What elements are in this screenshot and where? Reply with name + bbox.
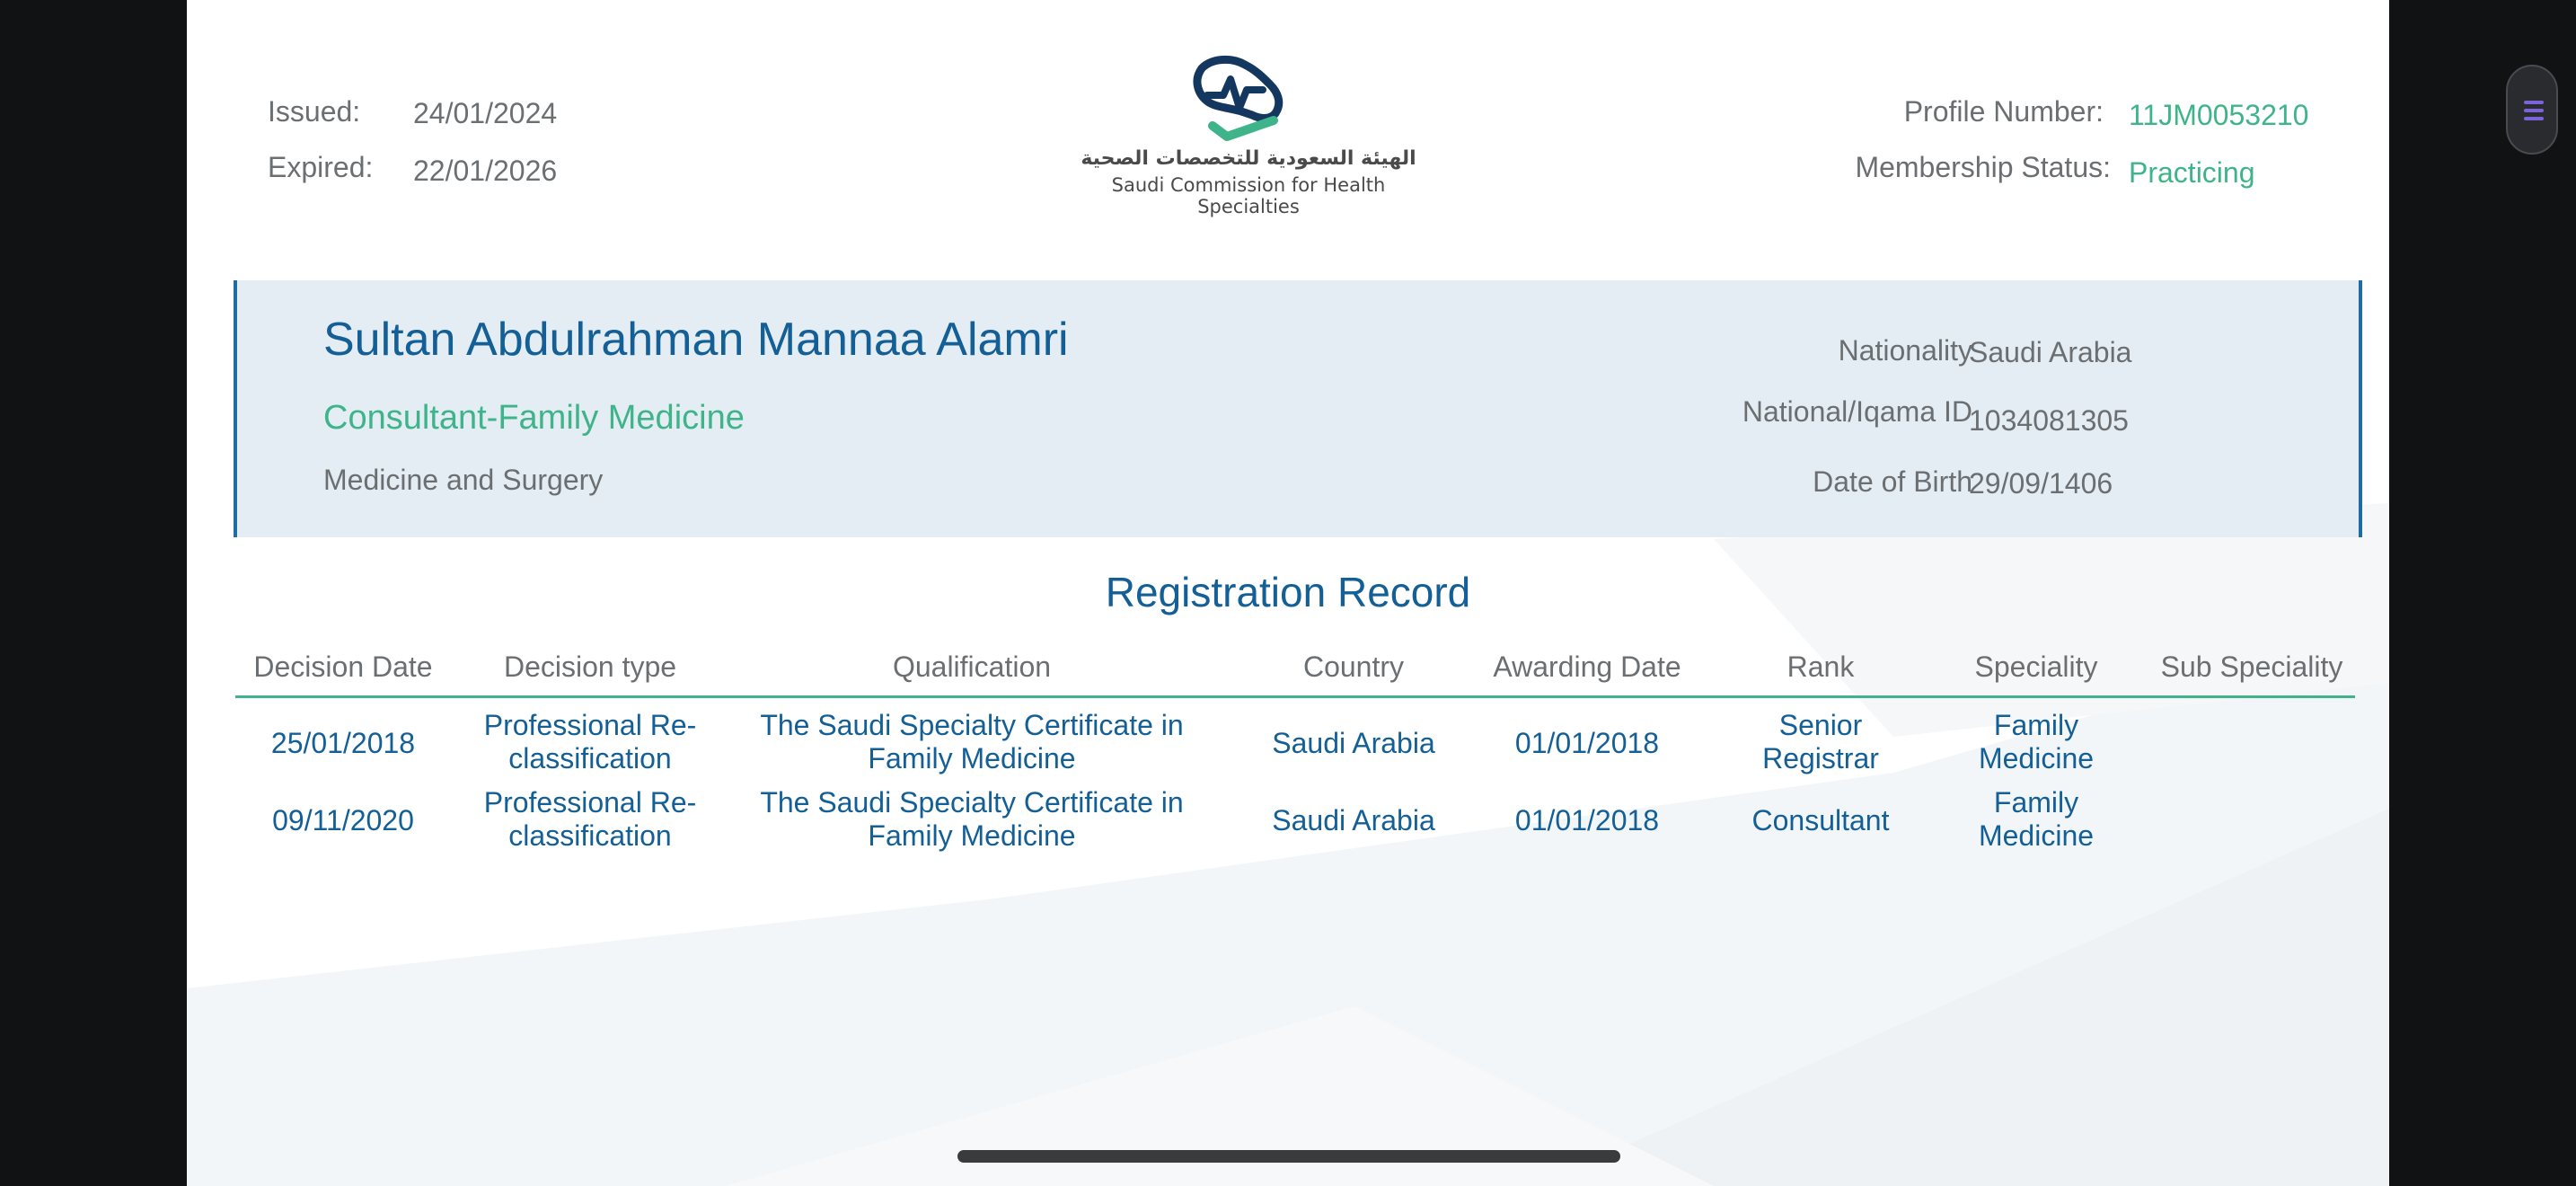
column-header-sub-speciality: Sub Speciality bbox=[2160, 651, 2343, 683]
certificate-page bbox=[187, 0, 2389, 1186]
profile-number-label: Profile Number: bbox=[1903, 95, 2104, 128]
cell-speciality-line: Medicine bbox=[1978, 742, 2095, 774]
cell-rank-line: Consultant bbox=[1751, 804, 1890, 836]
cell-qualification bbox=[738, 709, 1205, 775]
practitioner-field: Medicine and Surgery bbox=[323, 464, 604, 496]
profile-number-value: 11JM0053210 bbox=[2129, 99, 2309, 131]
table-row bbox=[235, 783, 2355, 860]
cell-speciality-line: Medicine bbox=[1978, 819, 2095, 852]
cell-decision-type-line: classification bbox=[508, 819, 672, 852]
logo-arabic-text: الهيئة السعودية للتخصصات الصحية bbox=[1081, 147, 1416, 170]
home-indicator[interactable] bbox=[957, 1150, 1620, 1163]
cell-awarding-date: 01/01/2018 bbox=[1514, 727, 1660, 759]
cell-rank bbox=[1726, 709, 1915, 775]
registration-table bbox=[235, 643, 2355, 860]
issued-date: 24/01/2024 bbox=[413, 97, 558, 129]
practitioner-name: Sultan Abdulrahman Mannaa Alamri bbox=[323, 314, 1069, 366]
column-header-decision-type: Decision type bbox=[503, 651, 677, 683]
cell-rank-line: Senior bbox=[1778, 709, 1863, 741]
cell-awarding-date: 01/01/2018 bbox=[1514, 804, 1660, 836]
cell-decision-type-line: Professional Re- bbox=[483, 786, 697, 819]
column-header-country: Country bbox=[1302, 651, 1405, 683]
cell-decision-type bbox=[469, 709, 711, 775]
cell-decision-date: 09/11/2020 bbox=[272, 804, 414, 836]
cell-speciality bbox=[1933, 709, 2139, 775]
logo-english-text: Saudi Commission for Health Specialties bbox=[1111, 174, 1386, 217]
column-header-qualification: Qualification bbox=[892, 651, 1052, 683]
cell-speciality-line: Family bbox=[1993, 786, 2079, 819]
cell-qualification-line: Family Medicine bbox=[868, 742, 1076, 774]
table-header bbox=[235, 643, 2355, 698]
column-header-decision-date: Decision Date bbox=[253, 651, 433, 683]
cell-qualification bbox=[738, 786, 1205, 853]
cell-qualification-line: The Saudi Specialty Certificate in bbox=[760, 709, 1184, 741]
national-id-value: 1034081305 bbox=[1969, 404, 2129, 437]
scfhs-logo bbox=[1060, 50, 1437, 217]
issued-label: Issued: bbox=[268, 95, 361, 128]
national-id-label: National/Iqama ID bbox=[1742, 395, 1972, 428]
expired-date: 22/01/2026 bbox=[413, 155, 558, 187]
registration-record-title: Registration Record bbox=[1105, 569, 1471, 615]
dob-value: 29/09/1406 bbox=[1969, 467, 2113, 500]
column-header-rank: Rank bbox=[1786, 651, 1855, 683]
nationality-value: Saudi Arabia bbox=[1969, 336, 2132, 368]
cell-country: Saudi Arabia bbox=[1272, 727, 1435, 759]
floating-menu-button[interactable] bbox=[2506, 65, 2558, 155]
dob-label: Date of Birth bbox=[1813, 465, 1972, 498]
expired-label: Expired: bbox=[268, 151, 374, 183]
membership-status-label: Membership Status: bbox=[1855, 151, 2111, 183]
cell-qualification-line: The Saudi Specialty Certificate in bbox=[760, 786, 1184, 819]
column-header-awarding-date: Awarding Date bbox=[1493, 651, 1681, 683]
cell-speciality bbox=[1933, 786, 2139, 853]
cell-decision-type-line: classification bbox=[508, 742, 672, 774]
scfhs-logo-icon bbox=[1177, 52, 1302, 146]
practitioner-title: Consultant-Family Medicine bbox=[323, 399, 745, 437]
column-header-speciality: Speciality bbox=[1974, 651, 2098, 683]
cell-speciality-line: Family bbox=[1993, 709, 2079, 741]
cell-decision-type-line: Professional Re- bbox=[483, 709, 697, 741]
table-row bbox=[235, 705, 2355, 783]
cell-rank-line: Registrar bbox=[1762, 742, 1879, 774]
profile-panel bbox=[234, 280, 2362, 537]
membership-status-value: Practicing bbox=[2129, 156, 2255, 189]
cell-qualification-line: Family Medicine bbox=[868, 819, 1076, 852]
cell-decision-type bbox=[469, 786, 711, 853]
cell-decision-date: 25/01/2018 bbox=[270, 727, 416, 759]
cell-country: Saudi Arabia bbox=[1272, 804, 1435, 836]
cell-rank bbox=[1726, 804, 1915, 837]
nationality-label: Nationality bbox=[1838, 334, 1972, 367]
